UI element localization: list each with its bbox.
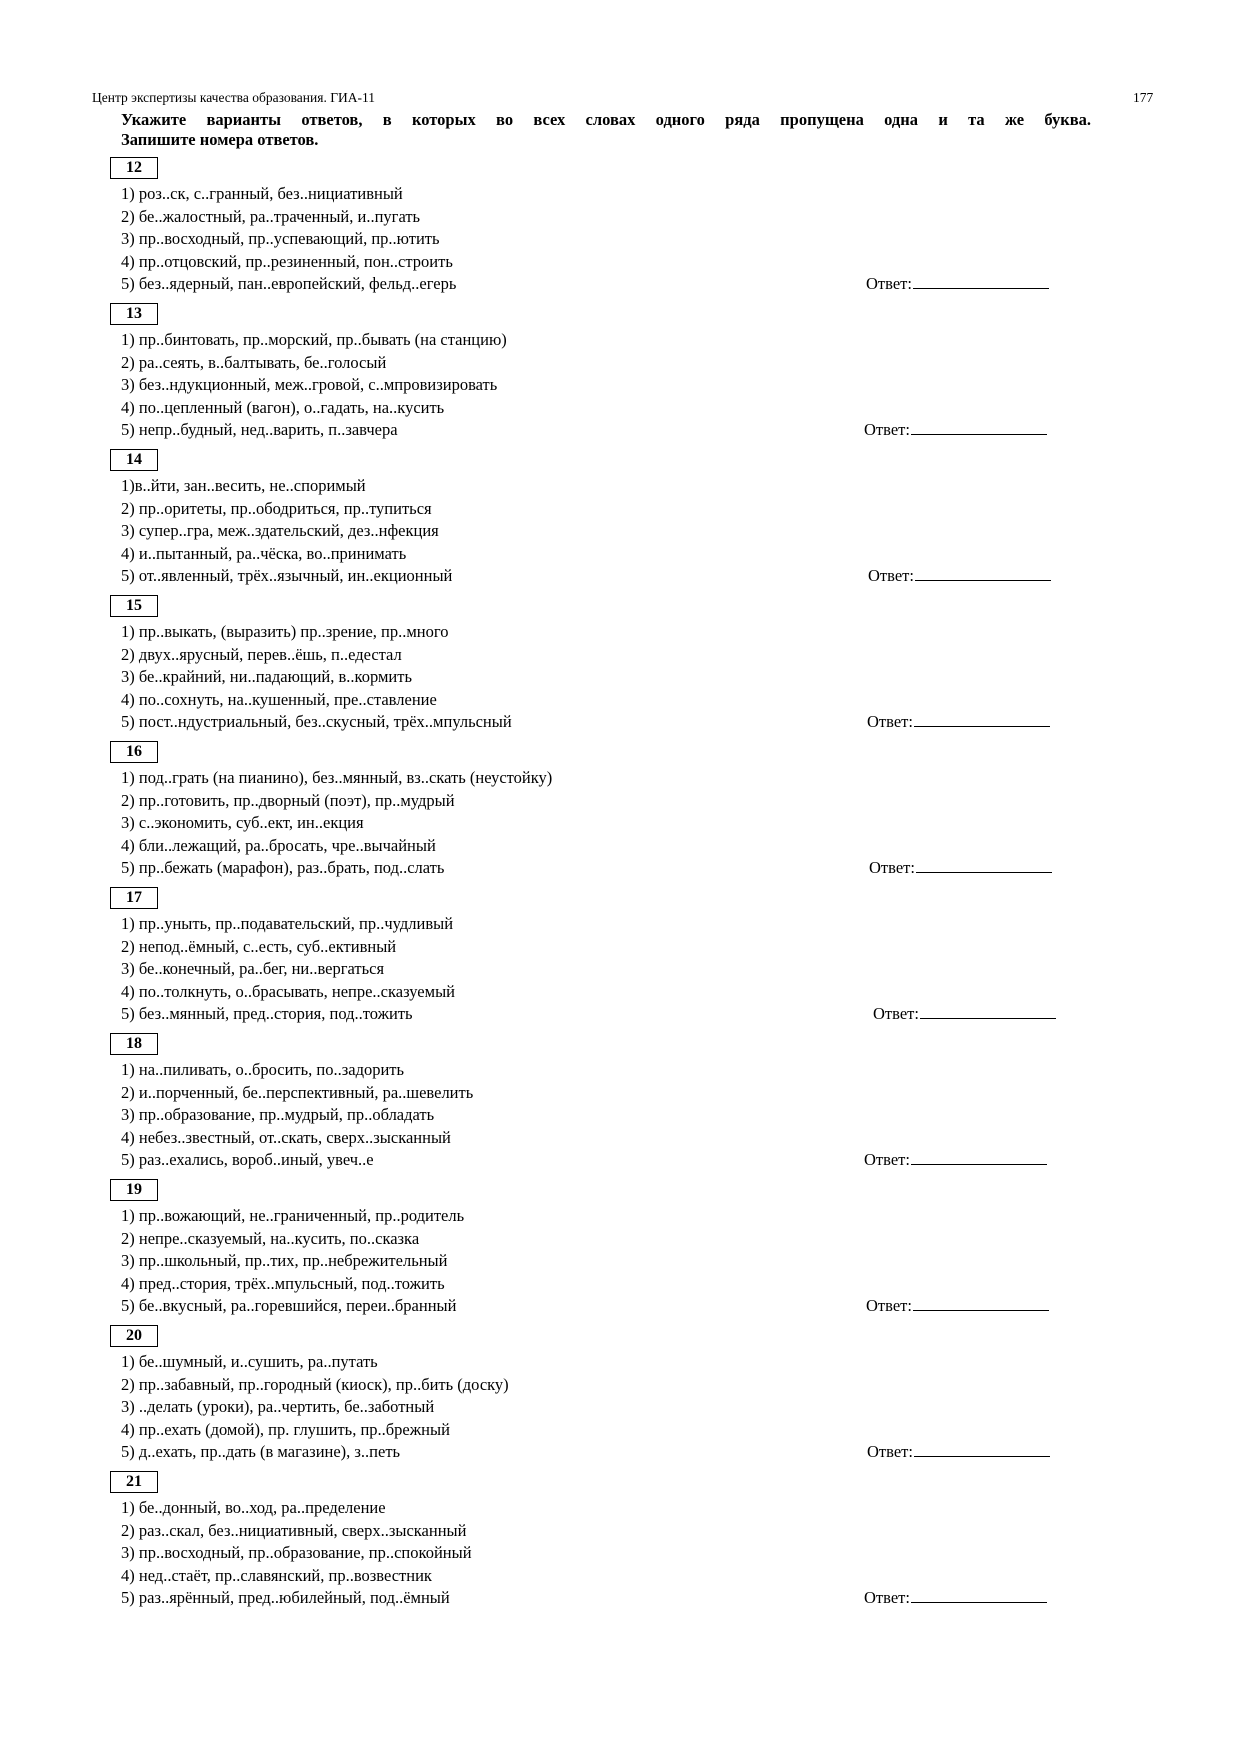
- option: 3) ..делать (уроки), ра..чертить, бе..заботный: [121, 1397, 435, 1416]
- answer-label: Ответ:: [864, 1150, 910, 1169]
- option-list: [121, 1351, 509, 1464]
- answer-line[interactable]: [915, 566, 1051, 581]
- task-list: [0, 156, 1241, 1616]
- answer-line[interactable]: [911, 1150, 1047, 1165]
- task-block: [0, 1178, 1241, 1324]
- task-block: [0, 302, 1241, 448]
- option: 2) пр..готовить, пр..дворный (поэт), пр..мудрый: [121, 790, 455, 810]
- option: 3) пр..образование, пр..мудрый, пр..обладать: [121, 1105, 435, 1124]
- option: 2) пр..забавный, пр..городный (киоск), пр..бить (доску): [121, 1374, 509, 1394]
- answer-label: Ответ:: [864, 1588, 910, 1607]
- option: 1) на..пиливать, о..бросить, по..задорить: [121, 1060, 405, 1079]
- option-list: [121, 913, 455, 1026]
- answer-label: Ответ:: [873, 1004, 919, 1023]
- answer-line[interactable]: [913, 274, 1049, 289]
- option-list: [121, 329, 507, 442]
- answer-label: Ответ:: [869, 858, 915, 877]
- option: 5) пр..бежать (марафон), раз..брать, под..слать: [121, 858, 445, 877]
- option: 1) бе..донный, во..ход, ра..пределение: [121, 1498, 386, 1517]
- answer-label: Ответ:: [867, 712, 913, 731]
- option-list: [121, 767, 552, 880]
- answer-label: Ответ:: [864, 420, 910, 439]
- option: 4) небез..звестный, от..скать, сверх..зысканный: [121, 1127, 451, 1147]
- option: 1) пр..вожающий, не..граниченный, пр..родитель: [121, 1206, 465, 1225]
- answer-line[interactable]: [913, 1296, 1049, 1311]
- task-number: 19: [110, 1179, 158, 1201]
- instruction-line-2: Запишите номера ответов.: [121, 130, 319, 149]
- task-number: 13: [110, 303, 158, 325]
- option-list: [121, 1205, 464, 1318]
- task-block: [0, 1470, 1241, 1616]
- option: 5) без..мянный, пред..стория, под..тожить: [121, 1004, 413, 1023]
- task-number: 14: [110, 449, 158, 471]
- task-number: 21: [110, 1471, 158, 1493]
- answer-field[interactable]: [864, 420, 1047, 440]
- option: 2) пр..оритеты, пр..ободриться, пр..тупиться: [121, 498, 432, 518]
- option-list: [121, 475, 452, 588]
- option: 1) роз..ск, с..гранный, без..нициативный: [121, 184, 403, 203]
- task-block: [0, 156, 1241, 302]
- option: 2) ра..сеять, в..балтывать, бе..голосый: [121, 352, 387, 372]
- task-number: 18: [110, 1033, 158, 1055]
- option: 1) пр..бинтовать, пр..морский, пр..бывать (на станцию): [121, 330, 507, 349]
- answer-line[interactable]: [914, 1442, 1050, 1457]
- instruction: [121, 110, 1091, 150]
- option: 2) и..порченный, бе..перспективный, ра..шевелить: [121, 1082, 474, 1102]
- option: 2) двух..ярусный, перев..ёшь, п..едестал: [121, 644, 402, 664]
- answer-line[interactable]: [911, 1588, 1047, 1603]
- option: 2) непре..сказуемый, на..кусить, по..сказка: [121, 1228, 420, 1248]
- option: 1) пр..уныть, пр..подавательский, пр..чудливый: [121, 914, 454, 933]
- option: 4) пред..стория, трёх..мпульсный, под..тожить: [121, 1273, 445, 1293]
- task-number: 20: [110, 1325, 158, 1347]
- option-list: [121, 621, 512, 734]
- option: 4) пр..ехать (домой), пр. глушить, пр..брежный: [121, 1419, 450, 1439]
- task-block: [0, 1032, 1241, 1178]
- option: 5) пост..ндустриальный, без..скусный, трёх..мпульсный: [121, 712, 512, 731]
- option: 5) непр..будный, нед..варить, п..завчера: [121, 420, 398, 439]
- option: 4) и..пытанный, ра..чёска, во..принимать: [121, 543, 407, 563]
- option: 2) раз..скал, без..нициативный, сверх..зысканный: [121, 1520, 467, 1540]
- page-number: 177: [1133, 90, 1154, 105]
- option: 1) пр..выкать, (выразить) пр..зрение, пр..много: [121, 622, 449, 641]
- answer-field[interactable]: [867, 1442, 1050, 1462]
- task-number: 16: [110, 741, 158, 763]
- option: 5) бе..вкусный, ра..горевшийся, переи..бранный: [121, 1296, 457, 1315]
- answer-label: Ответ:: [868, 566, 914, 585]
- option: 2) бе..жалостный, ра..траченный, и..пугать: [121, 206, 421, 226]
- answer-field[interactable]: [873, 1004, 1056, 1024]
- answer-field[interactable]: [864, 1588, 1047, 1608]
- option: 3) с..экономить, суб..ект, ин..екция: [121, 813, 364, 832]
- answer-field[interactable]: [864, 1150, 1047, 1170]
- option: 5) раз..ярённый, пред..юбилейный, под..ёмный: [121, 1588, 450, 1607]
- option-list: [121, 1497, 472, 1610]
- option: 3) бе..крайний, ни..падающий, в..кормить: [121, 667, 412, 686]
- answer-line[interactable]: [914, 712, 1050, 727]
- option: 3) супер..гра, меж..здательский, дез..нфекция: [121, 521, 439, 540]
- answer-line[interactable]: [911, 420, 1047, 435]
- answer-line[interactable]: [920, 1004, 1056, 1019]
- option: 3) без..ндукционный, меж..гровой, с..мпровизировать: [121, 375, 498, 394]
- answer-field[interactable]: [869, 858, 1052, 878]
- answer-label: Ответ:: [867, 1442, 913, 1461]
- option: 4) нед..стаёт, пр..славянский, пр..возвестник: [121, 1565, 432, 1585]
- answer-field[interactable]: [868, 566, 1051, 586]
- answer-line[interactable]: [916, 858, 1052, 873]
- task-block: [0, 886, 1241, 1032]
- answer-field[interactable]: [867, 712, 1050, 732]
- option: 3) бе..конечный, ра..бег, ни..вергаться: [121, 959, 385, 978]
- running-header: Центр экспертизы качества образования. ГИА-11: [92, 90, 375, 105]
- task-number: 17: [110, 887, 158, 909]
- option: 4) по..толкнуть, о..брасывать, непре..сказуемый: [121, 981, 455, 1001]
- option: 1) бе..шумный, и..сушить, ра..путать: [121, 1352, 378, 1371]
- option: 5) от..явленный, трёх..язычный, ин..екционный: [121, 566, 453, 585]
- option: 2) непод..ёмный, с..есть, суб..ективный: [121, 936, 397, 956]
- task-number: 15: [110, 595, 158, 617]
- option: 5) д..ехать, пр..дать (в магазине), з..петь: [121, 1442, 401, 1461]
- task-number: 12: [110, 157, 158, 179]
- instruction-line-1: Укажите варианты ответов, в которых во всех словах одного ряда пропущена одна и та же буква.: [121, 110, 1091, 129]
- task-block: [0, 594, 1241, 740]
- option: 1) под..грать (на пианино), без..мянный, вз..скать (неустойку): [121, 768, 553, 787]
- option: 4) бли..лежащий, ра..бросать, чре..вычайный: [121, 835, 436, 855]
- option-list: [121, 183, 456, 296]
- task-block: [0, 740, 1241, 886]
- answer-label: Ответ:: [866, 1296, 912, 1315]
- option: 4) пр..отцовский, пр..резиненный, пон..строить: [121, 251, 453, 271]
- answer-field[interactable]: [866, 274, 1049, 294]
- task-block: [0, 448, 1241, 594]
- task-block: [0, 1324, 1241, 1470]
- option: 5) раз..ехались, вороб..иный, увеч..е: [121, 1150, 374, 1169]
- option: 4) по..сохнуть, на..кушенный, пре..ставление: [121, 689, 437, 709]
- option: 5) без..ядерный, пан..европейский, фельд..егерь: [121, 274, 457, 293]
- option: 3) пр..восходный, пр..образование, пр..спокойный: [121, 1543, 472, 1562]
- answer-field[interactable]: [866, 1296, 1049, 1316]
- option-list: [121, 1059, 473, 1172]
- option: 3) пр..восходный, пр..успевающий, пр..ютить: [121, 229, 440, 248]
- option: 3) пр..школьный, пр..тих, пр..небрежительный: [121, 1251, 448, 1270]
- answer-label: Ответ:: [866, 274, 912, 293]
- option: 4) по..цепленный (вагон), о..гадать, на..кусить: [121, 397, 445, 417]
- option: 1)в..йти, зан..весить, не..споримый: [121, 476, 366, 495]
